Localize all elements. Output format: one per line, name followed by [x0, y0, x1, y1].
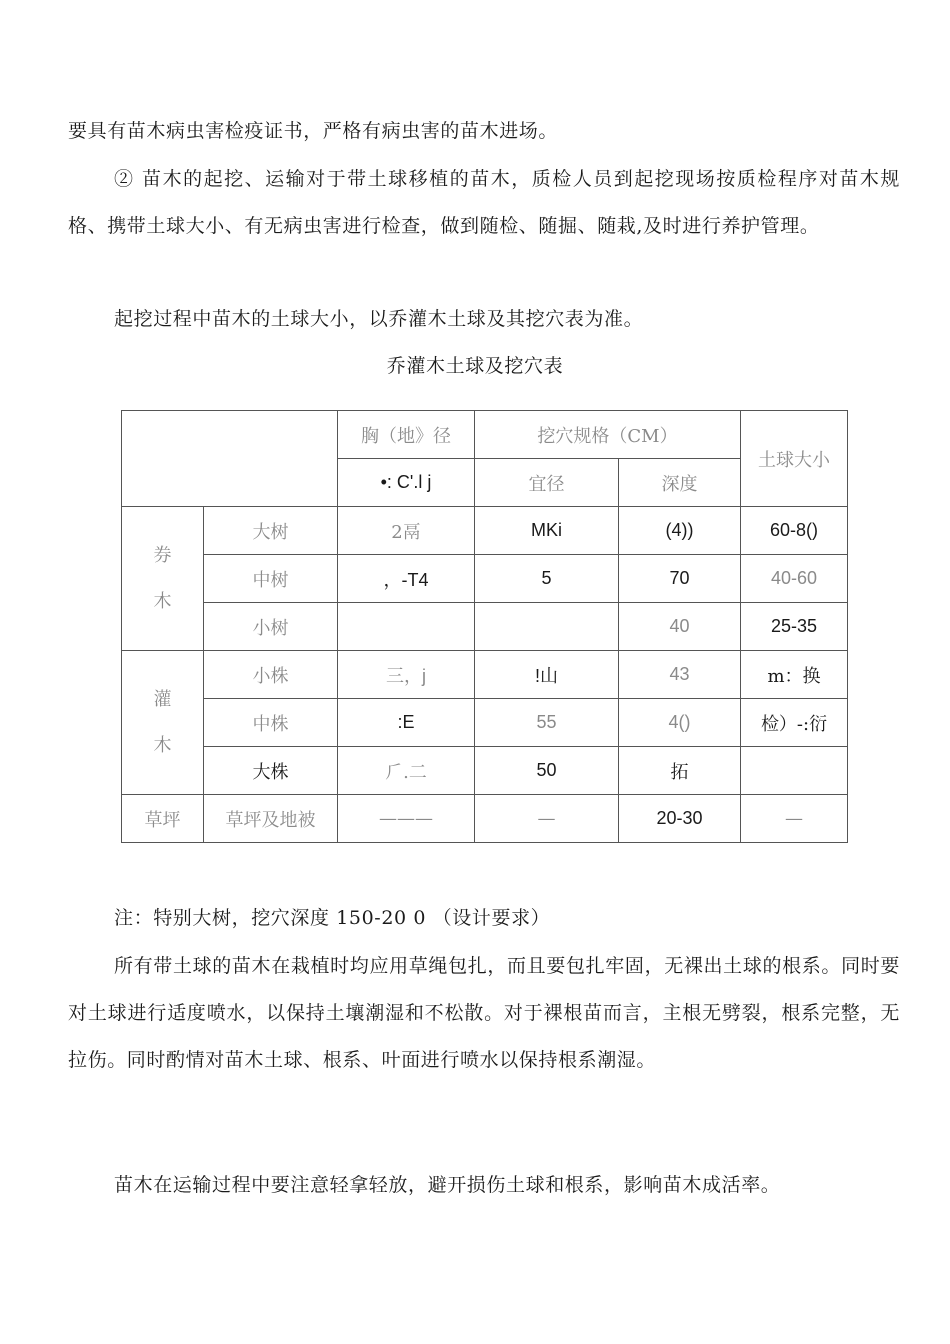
- row-name: 小树: [204, 603, 338, 651]
- cell-depth: 43: [619, 651, 741, 699]
- paragraph-2: ② 苗木的起挖、运输对于带土球移植的苗木，质检人员到起挖现场按质检程序对苗木规格、携带土球大小、有无病虫害进行检查，做到随检、随掘、随栽,及时进行养护管理。: [68, 168, 900, 237]
- group-tree-line1: 券: [153, 544, 172, 566]
- group-shrub: [122, 651, 204, 795]
- row-name: 中树: [204, 555, 338, 603]
- header-chest-unit: •: C'.l j: [338, 459, 475, 507]
- table-row: [122, 795, 848, 843]
- cell-depth: (4)): [619, 507, 741, 555]
- row-name: 草坪及地被: [204, 795, 338, 843]
- paragraph-5: 苗木在运输过程中要注意轻拿轻放，避开损伤土球和根系，影响苗木成活率。: [114, 1174, 781, 1196]
- cell-ball: 25-35: [741, 603, 848, 651]
- cell-depth: 拓: [619, 747, 741, 795]
- cell-ball: —: [741, 795, 848, 843]
- group-shrub-line1: 灌: [153, 688, 172, 710]
- cell-ball: 检）-:衍: [741, 699, 848, 747]
- cell-width: 5: [475, 555, 619, 603]
- group-tree: [122, 507, 204, 651]
- cell-depth: 70: [619, 555, 741, 603]
- paragraph-4: 所有带土球的苗木在栽植时均应用草绳包扎，而且要包扎牢固，无裸出土球的根系。同时要对土球进行适度喷水，以保持土壤潮湿和不松散。对于裸根苗而言，主根无劈裂，根系完整，无拉伤。同时酌情对苗木土球、根系、叶面进行喷水以保持根系潮湿。: [68, 955, 900, 1071]
- cell-chest: ———: [338, 795, 475, 843]
- table-row: [122, 555, 848, 603]
- cell-width: !山: [475, 651, 619, 699]
- cell-depth: 20-30: [619, 795, 741, 843]
- cell-ball: 40-60: [741, 555, 848, 603]
- cell-chest: :E: [338, 699, 475, 747]
- header-chest-diameter: 胸（地》径: [338, 411, 475, 459]
- cell-chest: ⺁.二: [338, 747, 475, 795]
- row-name: 小株: [204, 651, 338, 699]
- cell-chest: ，-T4: [338, 555, 475, 603]
- cell-width: MKi: [475, 507, 619, 555]
- row-name: 大株: [204, 747, 338, 795]
- row-name: 中株: [204, 699, 338, 747]
- paragraph-3: 起挖过程中苗木的土球大小，以乔灌木土球及其挖穴表为准。: [114, 308, 644, 330]
- cell-ball: [741, 747, 848, 795]
- soil-ball-table: [121, 410, 848, 843]
- group-lawn: 草坪: [122, 795, 204, 843]
- cell-width: —: [475, 795, 619, 843]
- header-soil-ball: 土球大小: [741, 411, 848, 507]
- table-note: 注：特别大树，挖穴深度 150-20 0 （设计要求）: [114, 907, 551, 929]
- table-header-row: [122, 411, 848, 459]
- table-row: [122, 603, 848, 651]
- cell-width: 55: [475, 699, 619, 747]
- cell-chest: 三，j: [338, 651, 475, 699]
- group-shrub-line2: 木: [153, 734, 172, 756]
- table-row: [122, 747, 848, 795]
- paragraph-1: 要具有苗木病虫害检疫证书，严格有病虫害的苗木进场。: [68, 120, 559, 142]
- cell-depth: 4(): [619, 699, 741, 747]
- cell-chest: [338, 603, 475, 651]
- header-pit-spec: 挖穴规格（CM）: [475, 411, 741, 459]
- group-tree-line2: 木: [153, 590, 172, 612]
- header-width: 宜径: [475, 459, 619, 507]
- row-name: 大树: [204, 507, 338, 555]
- header-depth: 深度: [619, 459, 741, 507]
- cell-width: 50: [475, 747, 619, 795]
- cell-ball: m：换: [741, 651, 848, 699]
- cell-depth: 40: [619, 603, 741, 651]
- cell-ball: 60-8(): [741, 507, 848, 555]
- table-caption: 乔灌木土球及挖穴表: [386, 355, 564, 377]
- table-row: [122, 651, 848, 699]
- table-row: [122, 507, 848, 555]
- cell-chest: 2鬲: [338, 507, 475, 555]
- cell-width: [475, 603, 619, 651]
- table-corner-cell: [122, 411, 338, 507]
- table-row: [122, 699, 848, 747]
